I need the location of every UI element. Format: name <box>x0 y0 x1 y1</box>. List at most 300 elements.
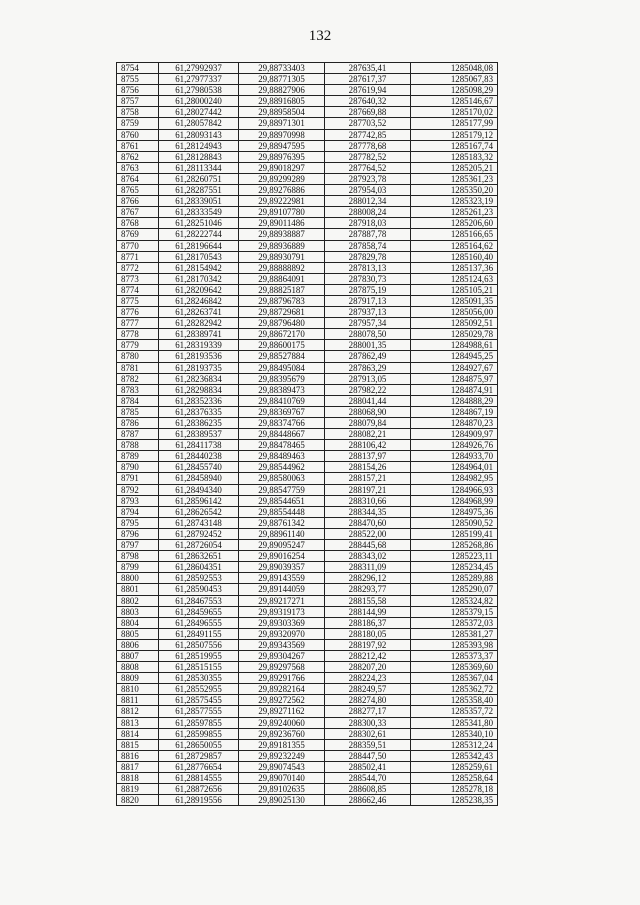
latitude-cell: 61,28455740 <box>159 462 239 473</box>
point-number-cell: 8819 <box>117 784 159 795</box>
table-row <box>117 284 498 295</box>
x-coordinate-cell: 288302,61 <box>325 728 411 739</box>
latitude-cell: 61,28251046 <box>159 218 239 229</box>
coordinates-table-container <box>116 62 496 806</box>
point-number-cell: 8768 <box>117 218 159 229</box>
y-coordinate-cell: 1285238,35 <box>411 795 498 806</box>
x-coordinate-cell: 288522,00 <box>325 528 411 539</box>
latitude-cell: 61,28919556 <box>159 795 239 806</box>
x-coordinate-cell: 287875,19 <box>325 284 411 295</box>
table-row <box>117 451 498 462</box>
point-number-cell: 8779 <box>117 340 159 351</box>
table-row <box>117 418 498 429</box>
y-coordinate-cell: 1285205,21 <box>411 162 498 173</box>
x-coordinate-cell: 288008,24 <box>325 207 411 218</box>
x-coordinate-cell: 287742,85 <box>325 129 411 140</box>
y-coordinate-cell: 1285179,12 <box>411 129 498 140</box>
y-coordinate-cell: 1285372,03 <box>411 617 498 628</box>
latitude-cell: 61,28236834 <box>159 373 239 384</box>
point-number-cell: 8814 <box>117 728 159 739</box>
latitude-cell: 61,28596142 <box>159 495 239 506</box>
point-number-cell: 8795 <box>117 517 159 528</box>
longitude-cell: 29,89181355 <box>239 739 325 750</box>
latitude-cell: 61,28592553 <box>159 573 239 584</box>
point-number-cell: 8804 <box>117 617 159 628</box>
latitude-cell: 61,28298834 <box>159 384 239 395</box>
longitude-cell: 29,88478465 <box>239 440 325 451</box>
y-coordinate-cell: 1285067,83 <box>411 74 498 85</box>
latitude-cell: 61,28411738 <box>159 440 239 451</box>
table-row <box>117 728 498 739</box>
point-number-cell: 8807 <box>117 650 159 661</box>
point-number-cell: 8811 <box>117 695 159 706</box>
point-number-cell: 8801 <box>117 584 159 595</box>
longitude-cell: 29,88580063 <box>239 473 325 484</box>
point-number-cell: 8767 <box>117 207 159 218</box>
table-row <box>117 229 498 240</box>
longitude-cell: 29,88410769 <box>239 395 325 406</box>
y-coordinate-cell: 1284909,97 <box>411 429 498 440</box>
y-coordinate-cell: 1285056,00 <box>411 307 498 318</box>
y-coordinate-cell: 1285379,15 <box>411 606 498 617</box>
latitude-cell: 61,28494340 <box>159 484 239 495</box>
longitude-cell: 29,88976395 <box>239 151 325 162</box>
latitude-cell: 61,28491155 <box>159 628 239 639</box>
x-coordinate-cell: 287982,22 <box>325 384 411 395</box>
x-coordinate-cell: 287640,32 <box>325 96 411 107</box>
table-row <box>117 684 498 695</box>
x-coordinate-cell: 288608,85 <box>325 784 411 795</box>
longitude-cell: 29,88672170 <box>239 329 325 340</box>
longitude-cell: 29,89282164 <box>239 684 325 695</box>
y-coordinate-cell: 1284966,93 <box>411 484 498 495</box>
y-coordinate-cell: 1285160,40 <box>411 251 498 262</box>
point-number-cell: 8805 <box>117 628 159 639</box>
latitude-cell: 61,28467553 <box>159 595 239 606</box>
longitude-cell: 29,89222981 <box>239 196 325 207</box>
y-coordinate-cell: 1285362,72 <box>411 684 498 695</box>
x-coordinate-cell: 288343,02 <box>325 551 411 562</box>
longitude-cell: 29,89236760 <box>239 728 325 739</box>
table-row <box>117 440 498 451</box>
longitude-cell: 29,88961140 <box>239 528 325 539</box>
y-coordinate-cell: 1284964,01 <box>411 462 498 473</box>
latitude-cell: 61,28458940 <box>159 473 239 484</box>
point-number-cell: 8788 <box>117 440 159 451</box>
longitude-cell: 29,89272562 <box>239 695 325 706</box>
y-coordinate-cell: 1285166,65 <box>411 229 498 240</box>
x-coordinate-cell: 287813,13 <box>325 262 411 273</box>
longitude-cell: 29,89271162 <box>239 706 325 717</box>
point-number-cell: 8772 <box>117 262 159 273</box>
longitude-cell: 29,88733403 <box>239 63 325 74</box>
y-coordinate-cell: 1285367,04 <box>411 673 498 684</box>
point-number-cell: 8799 <box>117 562 159 573</box>
longitude-cell: 29,89217271 <box>239 595 325 606</box>
y-coordinate-cell: 1285167,74 <box>411 140 498 151</box>
point-number-cell: 8792 <box>117 484 159 495</box>
y-coordinate-cell: 1285357,72 <box>411 706 498 717</box>
table-row <box>117 662 498 673</box>
x-coordinate-cell: 288001,35 <box>325 340 411 351</box>
point-number-cell: 8800 <box>117 573 159 584</box>
point-number-cell: 8759 <box>117 118 159 129</box>
x-coordinate-cell: 288293,77 <box>325 584 411 595</box>
table-row <box>117 196 498 207</box>
latitude-cell: 61,28552955 <box>159 684 239 695</box>
point-number-cell: 8773 <box>117 273 159 284</box>
table-row <box>117 251 498 262</box>
y-coordinate-cell: 1285278,18 <box>411 784 498 795</box>
x-coordinate-cell: 288078,50 <box>325 329 411 340</box>
y-coordinate-cell: 1284975,36 <box>411 506 498 517</box>
coordinates-table <box>116 62 498 806</box>
longitude-cell: 29,89291766 <box>239 673 325 684</box>
table-row <box>117 695 498 706</box>
x-coordinate-cell: 287669,88 <box>325 107 411 118</box>
latitude-cell: 61,28599855 <box>159 728 239 739</box>
latitude-cell: 61,28650055 <box>159 739 239 750</box>
longitude-cell: 29,89304267 <box>239 650 325 661</box>
y-coordinate-cell: 1285124,63 <box>411 273 498 284</box>
table-row <box>117 240 498 251</box>
table-row <box>117 573 498 584</box>
latitude-cell: 61,28515155 <box>159 662 239 673</box>
latitude-cell: 61,28376335 <box>159 406 239 417</box>
latitude-cell: 61,28792452 <box>159 528 239 539</box>
longitude-cell: 29,89303369 <box>239 617 325 628</box>
y-coordinate-cell: 1285373,37 <box>411 650 498 661</box>
point-number-cell: 8798 <box>117 551 159 562</box>
point-number-cell: 8789 <box>117 451 159 462</box>
longitude-cell: 29,88888892 <box>239 262 325 273</box>
latitude-cell: 61,28170342 <box>159 273 239 284</box>
y-coordinate-cell: 1285324,82 <box>411 595 498 606</box>
y-coordinate-cell: 1285164,62 <box>411 240 498 251</box>
table-row <box>117 429 498 440</box>
latitude-cell: 61,28000240 <box>159 96 239 107</box>
longitude-cell: 29,88369767 <box>239 406 325 417</box>
longitude-cell: 29,88374766 <box>239 418 325 429</box>
longitude-cell: 29,88796783 <box>239 295 325 306</box>
point-number-cell: 8810 <box>117 684 159 695</box>
point-number-cell: 8776 <box>117 307 159 318</box>
longitude-cell: 29,89102635 <box>239 784 325 795</box>
x-coordinate-cell: 287617,37 <box>325 74 411 85</box>
table-row <box>117 107 498 118</box>
x-coordinate-cell: 287619,94 <box>325 85 411 96</box>
y-coordinate-cell: 1285381,27 <box>411 628 498 639</box>
point-number-cell: 8755 <box>117 74 159 85</box>
longitude-cell: 29,88971301 <box>239 118 325 129</box>
latitude-cell: 61,28209642 <box>159 284 239 295</box>
point-number-cell: 8813 <box>117 717 159 728</box>
table-row <box>117 506 498 517</box>
longitude-cell: 29,89343569 <box>239 639 325 650</box>
longitude-cell: 29,89011486 <box>239 218 325 229</box>
latitude-cell: 61,28743148 <box>159 517 239 528</box>
x-coordinate-cell: 288310,66 <box>325 495 411 506</box>
latitude-cell: 61,28339051 <box>159 196 239 207</box>
longitude-cell: 29,89143559 <box>239 573 325 584</box>
table-row <box>117 617 498 628</box>
latitude-cell: 61,28507556 <box>159 639 239 650</box>
longitude-cell: 29,88970998 <box>239 129 325 140</box>
x-coordinate-cell: 288068,90 <box>325 406 411 417</box>
longitude-cell: 29,89297568 <box>239 662 325 673</box>
table-row <box>117 373 498 384</box>
x-coordinate-cell: 288157,21 <box>325 473 411 484</box>
point-number-cell: 8802 <box>117 595 159 606</box>
x-coordinate-cell: 288207,20 <box>325 662 411 673</box>
longitude-cell: 29,89144059 <box>239 584 325 595</box>
point-number-cell: 8815 <box>117 739 159 750</box>
y-coordinate-cell: 1285342,43 <box>411 750 498 761</box>
point-number-cell: 8812 <box>117 706 159 717</box>
table-row <box>117 384 498 395</box>
y-coordinate-cell: 1285323,19 <box>411 196 498 207</box>
point-number-cell: 8796 <box>117 528 159 539</box>
longitude-cell: 29,88958504 <box>239 107 325 118</box>
latitude-cell: 61,28626542 <box>159 506 239 517</box>
longitude-cell: 29,89299289 <box>239 173 325 184</box>
latitude-cell: 61,27992937 <box>159 63 239 74</box>
latitude-cell: 61,28057842 <box>159 118 239 129</box>
y-coordinate-cell: 1285361,23 <box>411 173 498 184</box>
x-coordinate-cell: 287937,13 <box>325 307 411 318</box>
y-coordinate-cell: 1285092,51 <box>411 318 498 329</box>
point-number-cell: 8783 <box>117 384 159 395</box>
table-row <box>117 495 498 506</box>
latitude-cell: 61,28128843 <box>159 151 239 162</box>
latitude-cell: 61,28263741 <box>159 307 239 318</box>
point-number-cell: 8754 <box>117 63 159 74</box>
table-row <box>117 750 498 761</box>
y-coordinate-cell: 1284988,61 <box>411 340 498 351</box>
y-coordinate-cell: 1285290,07 <box>411 584 498 595</box>
latitude-cell: 61,27977337 <box>159 74 239 85</box>
point-number-cell: 8780 <box>117 351 159 362</box>
point-number-cell: 8790 <box>117 462 159 473</box>
latitude-cell: 61,28287551 <box>159 185 239 196</box>
point-number-cell: 8756 <box>117 85 159 96</box>
y-coordinate-cell: 1285146,67 <box>411 96 498 107</box>
x-coordinate-cell: 288662,46 <box>325 795 411 806</box>
table-row <box>117 650 498 661</box>
x-coordinate-cell: 288197,21 <box>325 484 411 495</box>
latitude-cell: 61,28170543 <box>159 251 239 262</box>
longitude-cell: 29,88489463 <box>239 451 325 462</box>
point-number-cell: 8782 <box>117 373 159 384</box>
longitude-cell: 29,88930791 <box>239 251 325 262</box>
table-row <box>117 606 498 617</box>
table-row <box>117 761 498 772</box>
x-coordinate-cell: 288445,68 <box>325 540 411 551</box>
longitude-cell: 29,88771305 <box>239 74 325 85</box>
x-coordinate-cell: 287862,49 <box>325 351 411 362</box>
table-row <box>117 562 498 573</box>
table-row <box>117 295 498 306</box>
point-number-cell: 8817 <box>117 761 159 772</box>
longitude-cell: 29,89018297 <box>239 162 325 173</box>
y-coordinate-cell: 1285261,23 <box>411 207 498 218</box>
y-coordinate-cell: 1285206,60 <box>411 218 498 229</box>
x-coordinate-cell: 287782,52 <box>325 151 411 162</box>
y-coordinate-cell: 1284888,29 <box>411 395 498 406</box>
longitude-cell: 29,88527884 <box>239 351 325 362</box>
y-coordinate-cell: 1284982,95 <box>411 473 498 484</box>
latitude-cell: 61,28872656 <box>159 784 239 795</box>
latitude-cell: 61,28193536 <box>159 351 239 362</box>
y-coordinate-cell: 1285258,64 <box>411 773 498 784</box>
x-coordinate-cell: 287917,13 <box>325 295 411 306</box>
table-row <box>117 340 498 351</box>
x-coordinate-cell: 288186,37 <box>325 617 411 628</box>
point-number-cell: 8785 <box>117 406 159 417</box>
y-coordinate-cell: 1284945,25 <box>411 351 498 362</box>
table-row <box>117 517 498 528</box>
longitude-cell: 29,89074543 <box>239 761 325 772</box>
point-number-cell: 8770 <box>117 240 159 251</box>
y-coordinate-cell: 1284870,23 <box>411 418 498 429</box>
x-coordinate-cell: 288311,09 <box>325 562 411 573</box>
x-coordinate-cell: 288197,92 <box>325 639 411 650</box>
table-row <box>117 551 498 562</box>
y-coordinate-cell: 1285029,78 <box>411 329 498 340</box>
y-coordinate-cell: 1285289,88 <box>411 573 498 584</box>
latitude-cell: 61,28389741 <box>159 329 239 340</box>
y-coordinate-cell: 1284926,76 <box>411 440 498 451</box>
y-coordinate-cell: 1285393,98 <box>411 639 498 650</box>
longitude-cell: 29,88600175 <box>239 340 325 351</box>
latitude-cell: 61,28440238 <box>159 451 239 462</box>
point-number-cell: 8769 <box>117 229 159 240</box>
latitude-cell: 61,28814555 <box>159 773 239 784</box>
y-coordinate-cell: 1285369,60 <box>411 662 498 673</box>
latitude-cell: 61,28352336 <box>159 395 239 406</box>
latitude-cell: 61,28729857 <box>159 750 239 761</box>
latitude-cell: 61,28496555 <box>159 617 239 628</box>
table-row <box>117 185 498 196</box>
longitude-cell: 29,88938887 <box>239 229 325 240</box>
point-number-cell: 8787 <box>117 429 159 440</box>
longitude-cell: 29,88796480 <box>239 318 325 329</box>
y-coordinate-cell: 1284968,99 <box>411 495 498 506</box>
point-number-cell: 8820 <box>117 795 159 806</box>
table-row <box>117 540 498 551</box>
longitude-cell: 29,88547759 <box>239 484 325 495</box>
point-number-cell: 8816 <box>117 750 159 761</box>
table-row <box>117 362 498 373</box>
y-coordinate-cell: 1284867,19 <box>411 406 498 417</box>
table-row <box>117 406 498 417</box>
table-row <box>117 273 498 284</box>
latitude-cell: 61,28604351 <box>159 562 239 573</box>
longitude-cell: 29,89320970 <box>239 628 325 639</box>
table-row <box>117 85 498 96</box>
latitude-cell: 61,28632651 <box>159 551 239 562</box>
longitude-cell: 29,88864091 <box>239 273 325 284</box>
table-row <box>117 96 498 107</box>
x-coordinate-cell: 287703,52 <box>325 118 411 129</box>
longitude-cell: 29,89319173 <box>239 606 325 617</box>
x-coordinate-cell: 288012,34 <box>325 196 411 207</box>
y-coordinate-cell: 1285234,45 <box>411 562 498 573</box>
table-row <box>117 74 498 85</box>
x-coordinate-cell: 287829,78 <box>325 251 411 262</box>
point-number-cell: 8758 <box>117 107 159 118</box>
table-row <box>117 262 498 273</box>
latitude-cell: 61,28154942 <box>159 262 239 273</box>
point-number-cell: 8764 <box>117 173 159 184</box>
coordinates-table-body <box>117 63 498 806</box>
point-number-cell: 8765 <box>117 185 159 196</box>
x-coordinate-cell: 288106,42 <box>325 440 411 451</box>
x-coordinate-cell: 288344,35 <box>325 506 411 517</box>
point-number-cell: 8760 <box>117 129 159 140</box>
latitude-cell: 61,28389537 <box>159 429 239 440</box>
x-coordinate-cell: 288041,44 <box>325 395 411 406</box>
point-number-cell: 8791 <box>117 473 159 484</box>
point-number-cell: 8818 <box>117 773 159 784</box>
longitude-cell: 29,88761342 <box>239 517 325 528</box>
x-coordinate-cell: 287863,29 <box>325 362 411 373</box>
latitude-cell: 61,27980538 <box>159 85 239 96</box>
point-number-cell: 8797 <box>117 540 159 551</box>
latitude-cell: 61,28575455 <box>159 695 239 706</box>
latitude-cell: 61,28196644 <box>159 240 239 251</box>
table-row <box>117 484 498 495</box>
table-row <box>117 129 498 140</box>
x-coordinate-cell: 287918,03 <box>325 218 411 229</box>
table-row <box>117 318 498 329</box>
page-number: 132 <box>308 28 332 44</box>
longitude-cell: 29,88395679 <box>239 373 325 384</box>
longitude-cell: 29,89016254 <box>239 551 325 562</box>
latitude-cell: 61,28459655 <box>159 606 239 617</box>
x-coordinate-cell: 288155,58 <box>325 595 411 606</box>
longitude-cell: 29,88729681 <box>239 307 325 318</box>
x-coordinate-cell: 288154,26 <box>325 462 411 473</box>
table-row <box>117 63 498 74</box>
x-coordinate-cell: 288470,60 <box>325 517 411 528</box>
x-coordinate-cell: 287954,03 <box>325 185 411 196</box>
x-coordinate-cell: 287764,52 <box>325 162 411 173</box>
y-coordinate-cell: 1285137,36 <box>411 262 498 273</box>
latitude-cell: 61,28386235 <box>159 418 239 429</box>
x-coordinate-cell: 288212,42 <box>325 650 411 661</box>
y-coordinate-cell: 1284927,67 <box>411 362 498 373</box>
latitude-cell: 61,28530355 <box>159 673 239 684</box>
x-coordinate-cell: 287635,41 <box>325 63 411 74</box>
x-coordinate-cell: 288544,70 <box>325 773 411 784</box>
y-coordinate-cell: 1285170,02 <box>411 107 498 118</box>
point-number-cell: 8766 <box>117 196 159 207</box>
x-coordinate-cell: 288249,57 <box>325 684 411 695</box>
x-coordinate-cell: 288180,05 <box>325 628 411 639</box>
x-coordinate-cell: 288447,50 <box>325 750 411 761</box>
table-row <box>117 351 498 362</box>
longitude-cell: 29,89240060 <box>239 717 325 728</box>
point-number-cell: 8763 <box>117 162 159 173</box>
y-coordinate-cell: 1285199,41 <box>411 528 498 539</box>
table-row <box>117 595 498 606</box>
x-coordinate-cell: 288079,84 <box>325 418 411 429</box>
x-coordinate-cell: 288502,41 <box>325 761 411 772</box>
x-coordinate-cell: 288300,33 <box>325 717 411 728</box>
table-row <box>117 584 498 595</box>
y-coordinate-cell: 1284875,97 <box>411 373 498 384</box>
